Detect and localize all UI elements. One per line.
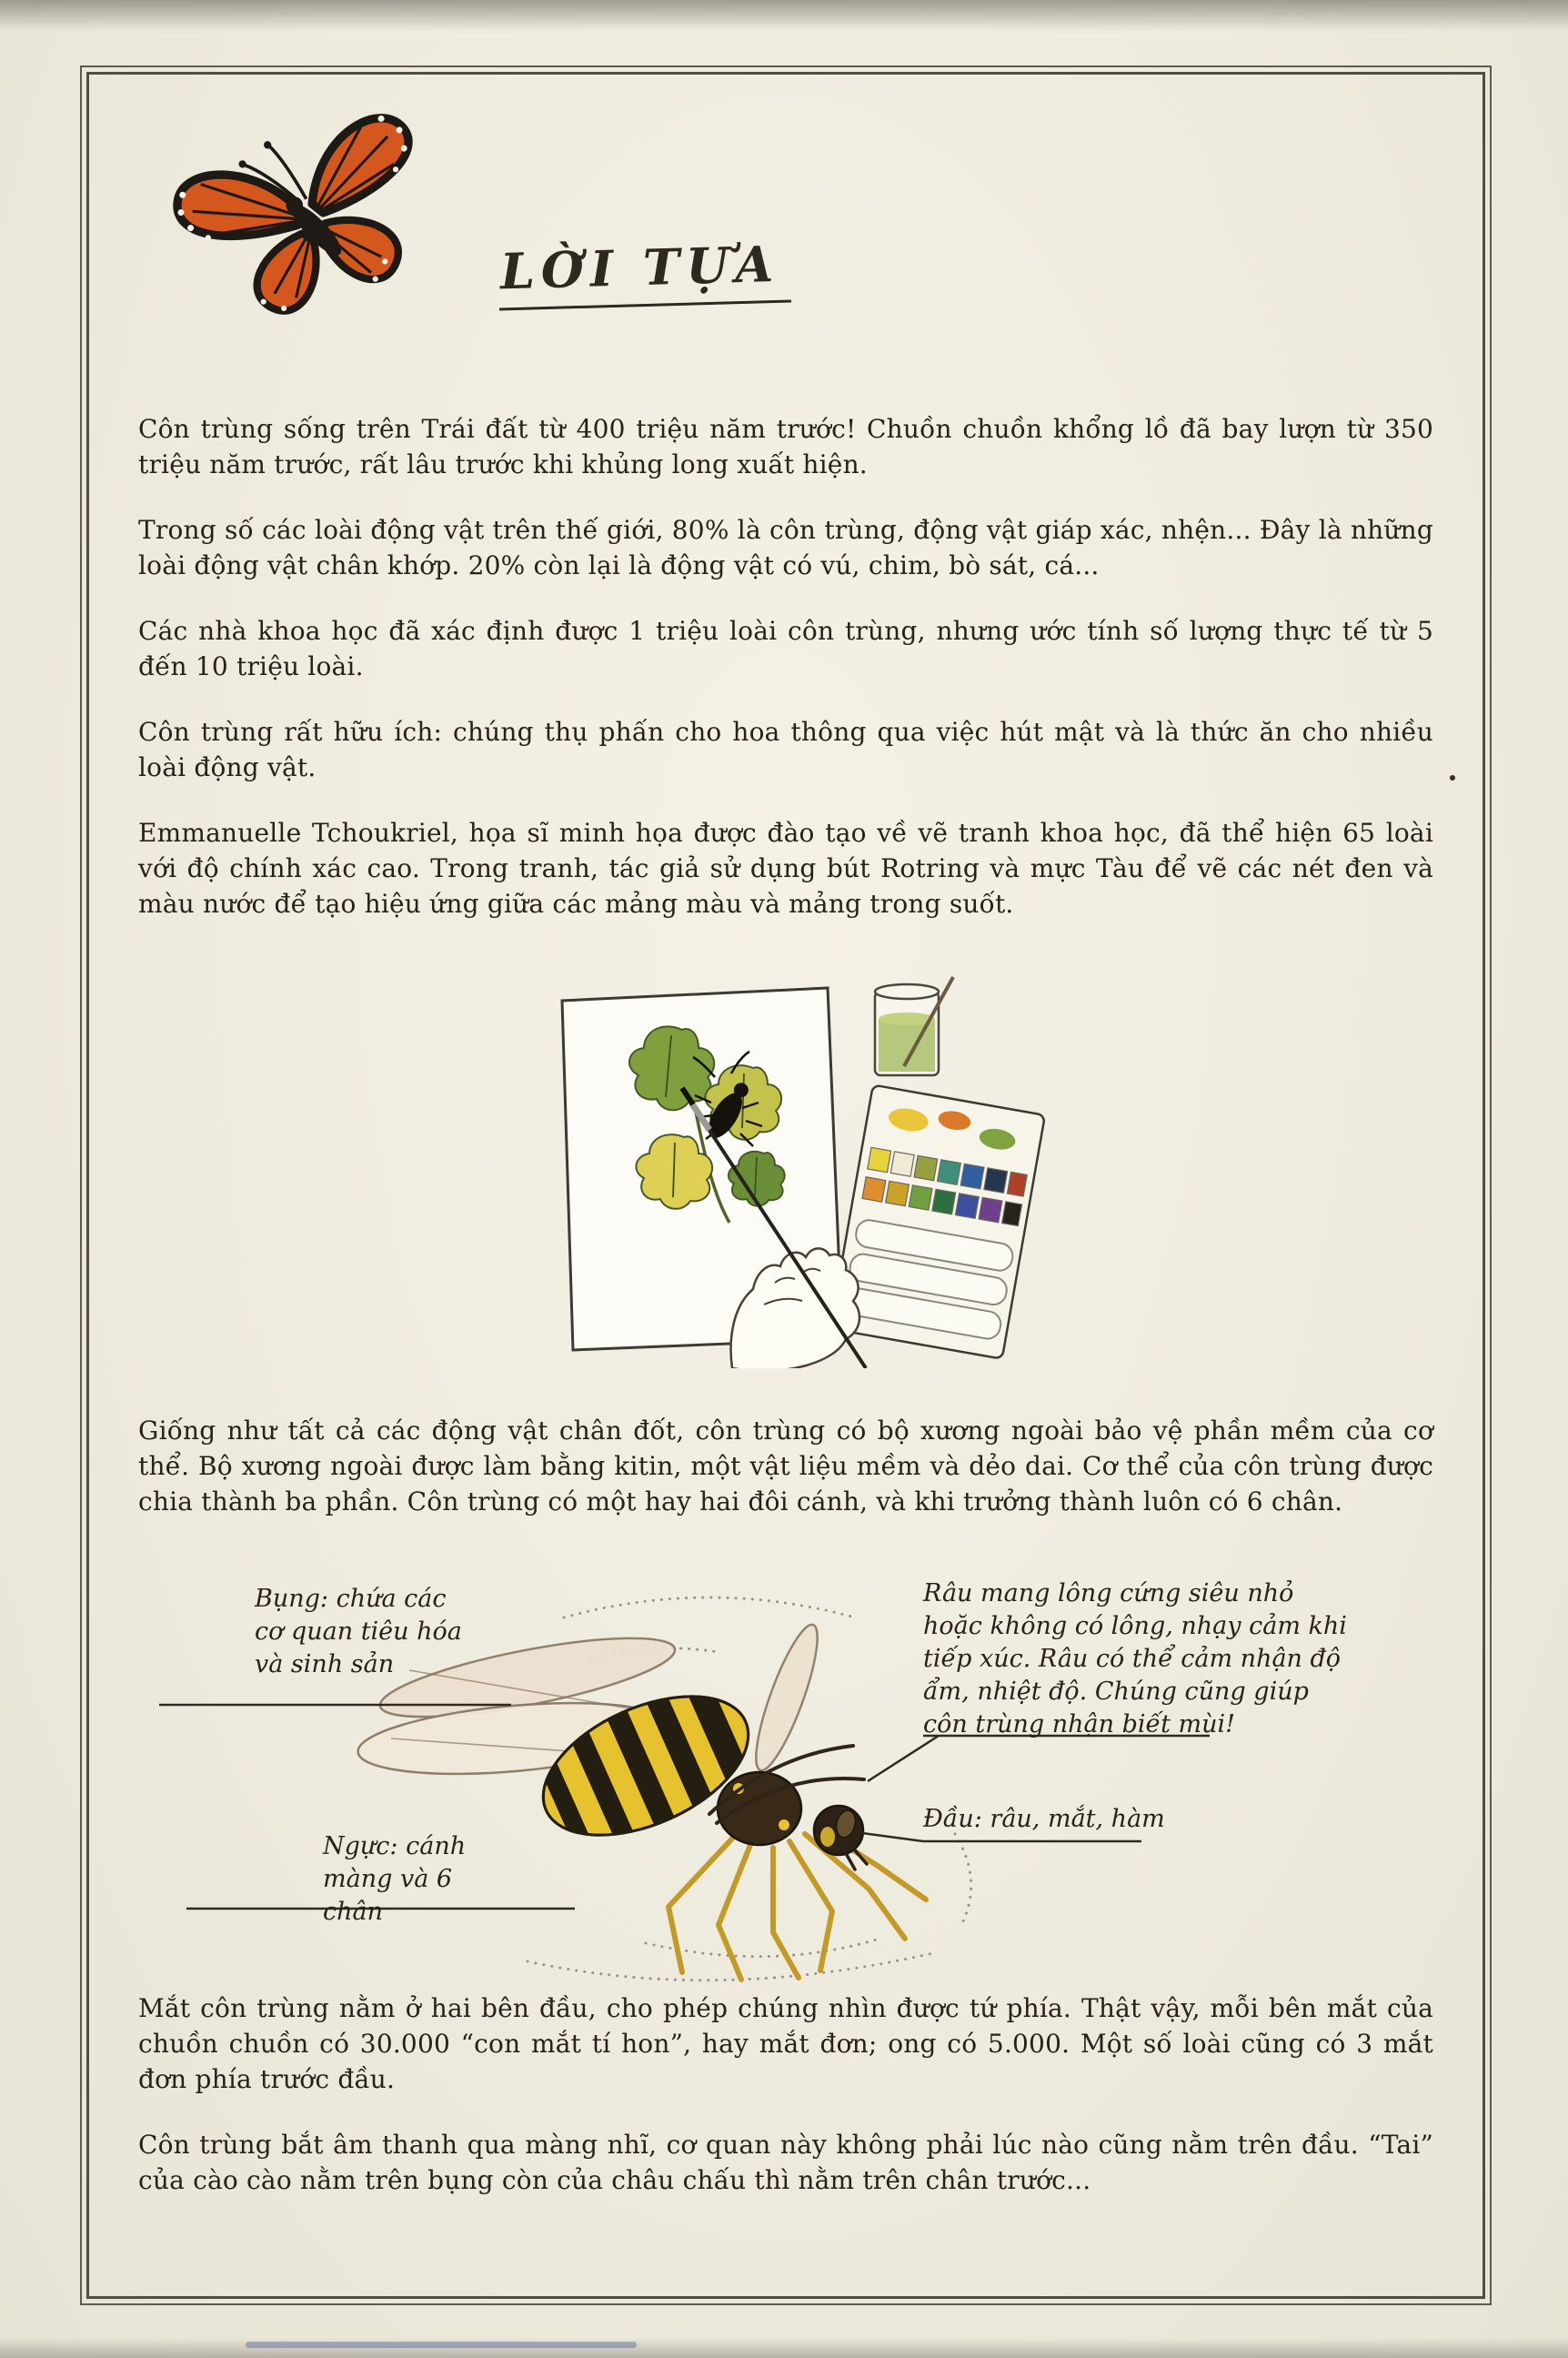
paragraph-insects-age: Côn trùng sống trên Trái đất từ 400 triệu năm trước! Chuồn chuồn khổng lồ đã bay lượn từ 350 triệu năm trước, rất lâu trước khi khủng long xuất hiện. — [138, 414, 1433, 479]
closing-paragraphs — [138, 1990, 1433, 2228]
page-title: LỜI TỰA — [498, 235, 791, 311]
paragraph-illustrator: Emmanuelle Tchoukriel, họa sĩ minh họa được đào tạo về vẽ tranh khoa học, đã thể hiện 65 loài với độ chính xác cao. Trong tranh, tác giả sử dụng bút Rotring và mực Tàu để vẽ các nét đen và màu nước để tạo hiệu ứng giữa các mảng màu và mảng trong suốt. — [138, 818, 1433, 919]
wasp-legs — [668, 1829, 926, 1980]
wasp-head — [814, 1806, 867, 1869]
paragraph-usefulness: Côn trùng rất hữu ích: chúng thụ phấn cho hoa thông qua việc hút mật và là thức ăn cho nhiều loài động vật. — [138, 717, 1433, 782]
intro-paragraphs — [138, 411, 1433, 952]
painting-scene-illustration — [546, 975, 1055, 1368]
wasp-thorax — [718, 1772, 801, 1845]
scan-speck — [1450, 775, 1455, 781]
label-abdomen: Bụng: chứa các cơ quan tiêu hóa và sinh sản — [255, 1585, 462, 1678]
label-head: Đầu: râu, mắt, hàm — [923, 1805, 1165, 1833]
exoskeleton-section — [138, 1413, 1433, 1549]
watercolor-palette — [830, 1085, 1045, 1359]
paragraph-arthropods-share: Trong số các loài động vật trên thế giới, 80% là côn trùng, động vật giáp xác, nhện... Đây là những loài động vật chân khớp. 20% còn lại là động vật có vú, chim, bò sát, cá... — [138, 515, 1433, 580]
water-glass — [875, 977, 953, 1075]
paragraph-hearing: Côn trùng bắt âm thanh qua màng nhĩ, cơ quan này không phải lúc nào cũng nằm trên đầu. “Tai” của cào cào nằm trên bụng còn của châu chấu thì nằm trên chân trước... — [138, 2130, 1433, 2195]
butterfly-forewing-right — [292, 109, 423, 216]
scan-shadow-bottom — [0, 2338, 1568, 2358]
wasp-anatomy-diagram — [136, 1561, 1432, 1987]
label-thorax: Ngực: cánh màng và 6 chân — [323, 1832, 467, 1926]
paragraph-exoskeleton: Giống như tất cả các động vật chân đốt, côn trùng có bộ xương ngoài bảo vệ phần mềm của cơ thể. Bộ xương ngoài được làm bằng kitin, một vật liệu mềm và dẻo dai. Cơ thể của côn trùng được chia thành ba phần. Côn trùng có một hay hai đôi cánh, và khi trưởng thành luôn có 6 chân. — [138, 1416, 1433, 1517]
scan-shadow-top — [0, 0, 1568, 31]
line-head-pointer — [862, 1833, 923, 1841]
line-antennae-pointer — [868, 1736, 939, 1781]
paragraph-species-count: Các nhà khoa học đã xác định được 1 triệu loài côn trùng, nhưng ước tính số lượng thực tế từ 5 đến 10 triệu loài. — [138, 616, 1433, 681]
paragraph-eyes: Mắt côn trùng nằm ở hai bên đầu, cho phép chúng nhìn được tứ phía. Thật vậy, mỗi bên mắt của chuồn chuồn có 30.000 “con mắt tí hon”, hay mắt đơn; ong có 5.000. Một số loài cũng có 3 mắt đơn phía trước đầu. — [138, 1993, 1433, 2094]
monarch-butterfly-illustration — [142, 96, 468, 343]
label-antennae: Râu mang lông cứng siêu nhỏ hoặc không có lông, nhạy cảm khi tiếp xúc. Râu có thể cảm nhận độ ẩm, nhiệt độ. Chúng cũng giúp côn trùng nhận biết mùi! — [923, 1579, 1347, 1738]
